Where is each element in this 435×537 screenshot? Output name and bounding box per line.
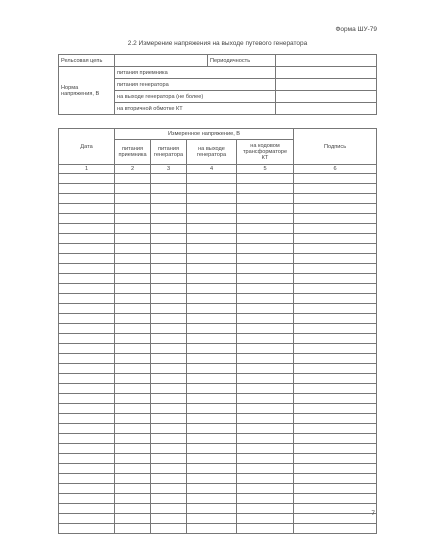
table-cell[interactable] <box>187 244 237 254</box>
table-cell[interactable] <box>294 444 377 454</box>
table-cell[interactable] <box>187 284 237 294</box>
norm-label: Норма напряжения, В <box>59 67 115 115</box>
table-cell[interactable] <box>115 274 151 284</box>
table-cell[interactable] <box>115 194 151 204</box>
sub-header: питания приемника <box>115 140 151 165</box>
table-row <box>59 414 377 424</box>
norm-row-label: питания приемника <box>115 67 276 79</box>
table-cell[interactable] <box>151 494 187 504</box>
table-cell[interactable] <box>187 234 237 244</box>
table-cell[interactable] <box>187 434 237 444</box>
table-row <box>59 314 377 324</box>
table-cell[interactable] <box>115 444 151 454</box>
table-cell[interactable] <box>115 344 151 354</box>
rail-circuit-label: Рельсовая цепь <box>59 55 115 67</box>
table-cell[interactable] <box>59 224 115 234</box>
table-cell[interactable] <box>187 404 237 414</box>
table-cell[interactable] <box>115 414 151 424</box>
table-cell[interactable] <box>151 234 187 244</box>
table-cell[interactable] <box>115 314 151 324</box>
table-cell[interactable] <box>294 454 377 464</box>
rail-circuit-value[interactable] <box>115 55 208 67</box>
table-cell[interactable] <box>294 384 377 394</box>
table-cell[interactable] <box>294 464 377 474</box>
table-cell[interactable] <box>187 454 237 464</box>
table-cell[interactable] <box>187 354 237 364</box>
table-row <box>59 524 377 534</box>
table-cell[interactable] <box>59 274 115 284</box>
table-cell[interactable] <box>151 414 187 424</box>
table-cell[interactable] <box>59 324 115 334</box>
column-number: 1 <box>59 165 115 174</box>
table-cell[interactable] <box>187 514 237 524</box>
table-cell[interactable] <box>151 244 187 254</box>
table-cell[interactable] <box>151 364 187 374</box>
table-cell[interactable] <box>59 414 115 424</box>
norm-row-label: питания генератора <box>115 79 276 91</box>
table-cell[interactable] <box>187 394 237 404</box>
table-cell[interactable] <box>115 484 151 494</box>
table-cell[interactable] <box>151 174 187 184</box>
rail-circuit-table <box>58 54 377 115</box>
periodicity-value[interactable] <box>276 55 377 67</box>
table-row <box>59 274 377 284</box>
table-cell[interactable] <box>187 254 237 264</box>
table-cell[interactable] <box>115 434 151 444</box>
table-cell[interactable] <box>237 194 294 204</box>
table-cell[interactable] <box>115 364 151 374</box>
table-row <box>59 324 377 334</box>
table-cell[interactable] <box>59 284 115 294</box>
table-cell[interactable] <box>115 374 151 384</box>
table-cell[interactable] <box>237 494 294 504</box>
table-cell[interactable] <box>187 214 237 224</box>
table-cell[interactable] <box>237 294 294 304</box>
table-cell[interactable] <box>187 314 237 324</box>
periodicity-label: Периодичность <box>208 55 276 67</box>
table-cell[interactable] <box>115 304 151 314</box>
table-cell[interactable] <box>237 234 294 244</box>
table-cell[interactable] <box>59 314 115 324</box>
table-row <box>59 174 377 184</box>
sub-header: на выходе генератора <box>187 140 237 165</box>
table-cell[interactable] <box>151 424 187 434</box>
table-cell[interactable] <box>187 524 237 534</box>
table-cell[interactable] <box>151 344 187 354</box>
table-cell[interactable] <box>294 274 377 284</box>
table-cell[interactable] <box>294 374 377 384</box>
table-row <box>59 484 377 494</box>
table-cell[interactable] <box>115 184 151 194</box>
table-cell[interactable] <box>294 504 377 514</box>
table-cell[interactable] <box>151 514 187 524</box>
table-row <box>59 344 377 354</box>
table-cell[interactable] <box>187 374 237 384</box>
table-cell[interactable] <box>187 184 237 194</box>
column-number: 3 <box>151 165 187 174</box>
form-id: Форма ШУ-79 <box>335 26 377 33</box>
table-row <box>59 224 377 234</box>
table-cell[interactable] <box>294 204 377 214</box>
table-cell[interactable] <box>59 204 115 214</box>
table-cell[interactable] <box>59 444 115 454</box>
table-cell[interactable] <box>187 204 237 214</box>
table-cell[interactable] <box>187 504 237 514</box>
column-number: 5 <box>237 165 294 174</box>
table-cell[interactable] <box>237 474 294 484</box>
table-cell[interactable] <box>115 244 151 254</box>
table-cell[interactable] <box>237 484 294 494</box>
table-cell[interactable] <box>59 304 115 314</box>
table-cell[interactable] <box>115 324 151 334</box>
table-cell[interactable] <box>59 374 115 384</box>
table-cell[interactable] <box>237 424 294 434</box>
table-cell[interactable] <box>151 294 187 304</box>
table-cell[interactable] <box>187 174 237 184</box>
table-cell[interactable] <box>237 334 294 344</box>
table-cell[interactable] <box>187 274 237 284</box>
table-cell[interactable] <box>115 504 151 514</box>
table-cell[interactable] <box>294 314 377 324</box>
table-cell[interactable] <box>59 474 115 484</box>
table-cell[interactable] <box>59 194 115 204</box>
table-cell[interactable] <box>59 464 115 474</box>
table-cell[interactable] <box>115 454 151 464</box>
table-cell[interactable] <box>237 384 294 394</box>
table-cell[interactable] <box>151 254 187 264</box>
table-row <box>59 474 377 484</box>
table-cell[interactable] <box>115 474 151 484</box>
table-cell[interactable] <box>151 464 187 474</box>
sub-header: питания генератора <box>151 140 187 165</box>
table-cell[interactable] <box>294 484 377 494</box>
table-cell[interactable] <box>151 304 187 314</box>
table-cell[interactable] <box>151 454 187 464</box>
table-cell[interactable] <box>115 464 151 474</box>
table-cell[interactable] <box>237 254 294 264</box>
table-cell[interactable] <box>237 464 294 474</box>
table-cell[interactable] <box>187 324 237 334</box>
table-cell[interactable] <box>294 344 377 354</box>
table-cell[interactable] <box>237 274 294 284</box>
table-cell[interactable] <box>294 304 377 314</box>
table-cell[interactable] <box>237 364 294 374</box>
table-cell[interactable] <box>237 354 294 364</box>
table-row <box>59 494 377 504</box>
table-cell[interactable] <box>151 264 187 274</box>
table-cell[interactable] <box>59 294 115 304</box>
norm-row-label: на выходе генератора (не более) <box>115 91 276 103</box>
table-cell[interactable] <box>115 224 151 234</box>
table-cell[interactable] <box>187 294 237 304</box>
table-cell[interactable] <box>59 354 115 364</box>
table-row <box>59 244 377 254</box>
table-cell[interactable] <box>294 524 377 534</box>
table-cell[interactable] <box>115 494 151 504</box>
table-cell[interactable] <box>237 514 294 524</box>
table-cell[interactable] <box>237 174 294 184</box>
table-cell[interactable] <box>187 224 237 234</box>
table-cell[interactable] <box>115 354 151 364</box>
table-row <box>59 444 377 454</box>
table-cell[interactable] <box>151 484 187 494</box>
table-cell[interactable] <box>59 184 115 194</box>
table-cell[interactable] <box>294 494 377 504</box>
table-cell[interactable] <box>187 304 237 314</box>
table-cell[interactable] <box>115 254 151 264</box>
column-number: 6 <box>294 165 377 174</box>
table-row <box>59 204 377 214</box>
table-row <box>59 334 377 344</box>
table-cell[interactable] <box>237 314 294 324</box>
table-cell[interactable] <box>237 214 294 224</box>
table-row <box>59 184 377 194</box>
table-cell[interactable] <box>237 264 294 274</box>
table-cell[interactable] <box>115 424 151 434</box>
table-cell[interactable] <box>151 404 187 414</box>
table-row <box>59 434 377 444</box>
table-cell[interactable] <box>115 514 151 524</box>
table-cell[interactable] <box>59 234 115 244</box>
table-cell[interactable] <box>151 384 187 394</box>
table-cell[interactable] <box>187 414 237 424</box>
table-cell[interactable] <box>294 184 377 194</box>
table-cell[interactable] <box>187 484 237 494</box>
table-cell[interactable] <box>59 264 115 274</box>
table-row <box>59 454 377 464</box>
table-cell[interactable] <box>187 424 237 434</box>
table-row <box>59 194 377 204</box>
column-number: 2 <box>115 165 151 174</box>
table-cell[interactable] <box>115 524 151 534</box>
table-cell[interactable] <box>115 284 151 294</box>
table-cell[interactable] <box>151 274 187 284</box>
table-cell[interactable] <box>151 504 187 514</box>
table-cell[interactable] <box>294 264 377 274</box>
table-row <box>59 364 377 374</box>
table-cell[interactable] <box>294 334 377 344</box>
table-cell[interactable] <box>151 204 187 214</box>
table-row <box>59 394 377 404</box>
table-cell[interactable] <box>187 364 237 374</box>
table-cell[interactable] <box>59 424 115 434</box>
table-row <box>59 294 377 304</box>
table-row <box>59 214 377 224</box>
table-cell[interactable] <box>59 174 115 184</box>
table-cell[interactable] <box>237 184 294 194</box>
table-cell[interactable] <box>294 354 377 364</box>
table-cell[interactable] <box>237 414 294 424</box>
table-cell[interactable] <box>151 374 187 384</box>
table-row <box>59 384 377 394</box>
table-cell[interactable] <box>59 384 115 394</box>
table-cell[interactable] <box>187 464 237 474</box>
norm-row-label: на вторичной обмотке КТ <box>115 103 276 115</box>
table-cell[interactable] <box>151 284 187 294</box>
table-row <box>59 374 377 384</box>
table-cell[interactable] <box>294 404 377 414</box>
table-cell[interactable] <box>151 334 187 344</box>
document-title: 2.2 Измерение напряжения на выходе путевого генератора <box>127 40 308 47</box>
table-row <box>59 504 377 514</box>
table-cell[interactable] <box>237 304 294 314</box>
table-row <box>59 264 377 274</box>
table-cell[interactable] <box>237 374 294 384</box>
table-cell[interactable] <box>59 504 115 514</box>
table-cell[interactable] <box>151 324 187 334</box>
table-row <box>59 304 377 314</box>
table-cell[interactable] <box>237 344 294 354</box>
table-cell[interactable] <box>115 264 151 274</box>
table-cell[interactable] <box>237 204 294 214</box>
table-row <box>59 424 377 434</box>
signature-header: Подпись <box>294 129 377 165</box>
table-cell[interactable] <box>237 454 294 464</box>
table-cell[interactable] <box>59 214 115 224</box>
sub-header: на кодовом трансформаторе КТ <box>237 140 294 165</box>
table-row <box>59 514 377 524</box>
table-cell[interactable] <box>59 244 115 254</box>
table-cell[interactable] <box>115 174 151 184</box>
table-cell[interactable] <box>237 444 294 454</box>
table-cell[interactable] <box>151 354 187 364</box>
table-cell[interactable] <box>294 394 377 404</box>
table-row <box>59 234 377 244</box>
page-number: 7 <box>371 510 375 517</box>
table-cell[interactable] <box>59 334 115 344</box>
table-cell[interactable] <box>187 334 237 344</box>
table-cell[interactable] <box>59 394 115 404</box>
table-cell[interactable] <box>187 494 237 504</box>
table-cell[interactable] <box>237 434 294 444</box>
table-cell[interactable] <box>151 474 187 484</box>
table-cell[interactable] <box>237 224 294 234</box>
table-cell[interactable] <box>115 234 151 244</box>
column-number: 4 <box>187 165 237 174</box>
measurement-table <box>58 128 377 534</box>
table-cell[interactable] <box>187 344 237 354</box>
table-cell[interactable] <box>151 394 187 404</box>
norm-row-value[interactable] <box>276 103 377 115</box>
table-cell[interactable] <box>59 454 115 464</box>
table-cell[interactable] <box>59 254 115 264</box>
table-cell[interactable] <box>294 424 377 434</box>
table-cell[interactable] <box>294 244 377 254</box>
table-cell[interactable] <box>151 444 187 454</box>
table-cell[interactable] <box>115 214 151 224</box>
table-cell[interactable] <box>59 434 115 444</box>
table-cell[interactable] <box>237 524 294 534</box>
table-cell[interactable] <box>237 284 294 294</box>
table-cell[interactable] <box>294 414 377 424</box>
table-cell[interactable] <box>237 394 294 404</box>
table-cell[interactable] <box>59 494 115 504</box>
table-cell[interactable] <box>294 224 377 234</box>
table-cell[interactable] <box>115 384 151 394</box>
table-cell[interactable] <box>237 404 294 414</box>
table-cell[interactable] <box>115 404 151 414</box>
table-cell[interactable] <box>187 444 237 454</box>
table-cell[interactable] <box>294 324 377 334</box>
table-cell[interactable] <box>59 484 115 494</box>
table-cell[interactable] <box>151 434 187 444</box>
table-cell[interactable] <box>294 194 377 204</box>
table-row <box>59 354 377 364</box>
table-cell[interactable] <box>294 294 377 304</box>
table-cell[interactable] <box>151 194 187 204</box>
table-cell[interactable] <box>294 364 377 374</box>
table-cell[interactable] <box>294 434 377 444</box>
measured-voltage-header: Измеренное напряжение, В <box>115 129 294 140</box>
table-cell[interactable] <box>237 504 294 514</box>
table-cell[interactable] <box>151 214 187 224</box>
table-cell[interactable] <box>59 344 115 354</box>
table-cell[interactable] <box>294 174 377 184</box>
table-row <box>59 284 377 294</box>
date-header: Дата <box>59 129 115 165</box>
table-cell[interactable] <box>294 234 377 244</box>
norm-row-value[interactable] <box>276 67 377 79</box>
table-row <box>59 404 377 414</box>
table-cell[interactable] <box>151 224 187 234</box>
table-cell[interactable] <box>237 324 294 334</box>
table-cell[interactable] <box>115 394 151 404</box>
norm-row-value[interactable] <box>276 79 377 91</box>
table-cell[interactable] <box>151 524 187 534</box>
table-cell[interactable] <box>59 404 115 414</box>
table-cell[interactable] <box>59 364 115 374</box>
table-cell[interactable] <box>59 524 115 534</box>
norm-row-value[interactable] <box>276 91 377 103</box>
table-cell[interactable] <box>187 194 237 204</box>
table-cell[interactable] <box>187 264 237 274</box>
table-cell[interactable] <box>294 254 377 264</box>
table-cell[interactable] <box>187 474 237 484</box>
table-cell[interactable] <box>151 184 187 194</box>
table-row <box>59 464 377 474</box>
table-cell[interactable] <box>151 314 187 324</box>
table-cell[interactable] <box>59 514 115 524</box>
table-row <box>59 254 377 264</box>
table-cell[interactable] <box>294 474 377 484</box>
table-cell[interactable] <box>294 214 377 224</box>
table-cell[interactable] <box>115 334 151 344</box>
table-cell[interactable] <box>187 384 237 394</box>
table-cell[interactable] <box>237 244 294 254</box>
table-cell[interactable] <box>294 514 377 524</box>
table-cell[interactable] <box>115 294 151 304</box>
table-cell[interactable] <box>294 284 377 294</box>
table-cell[interactable] <box>115 204 151 214</box>
